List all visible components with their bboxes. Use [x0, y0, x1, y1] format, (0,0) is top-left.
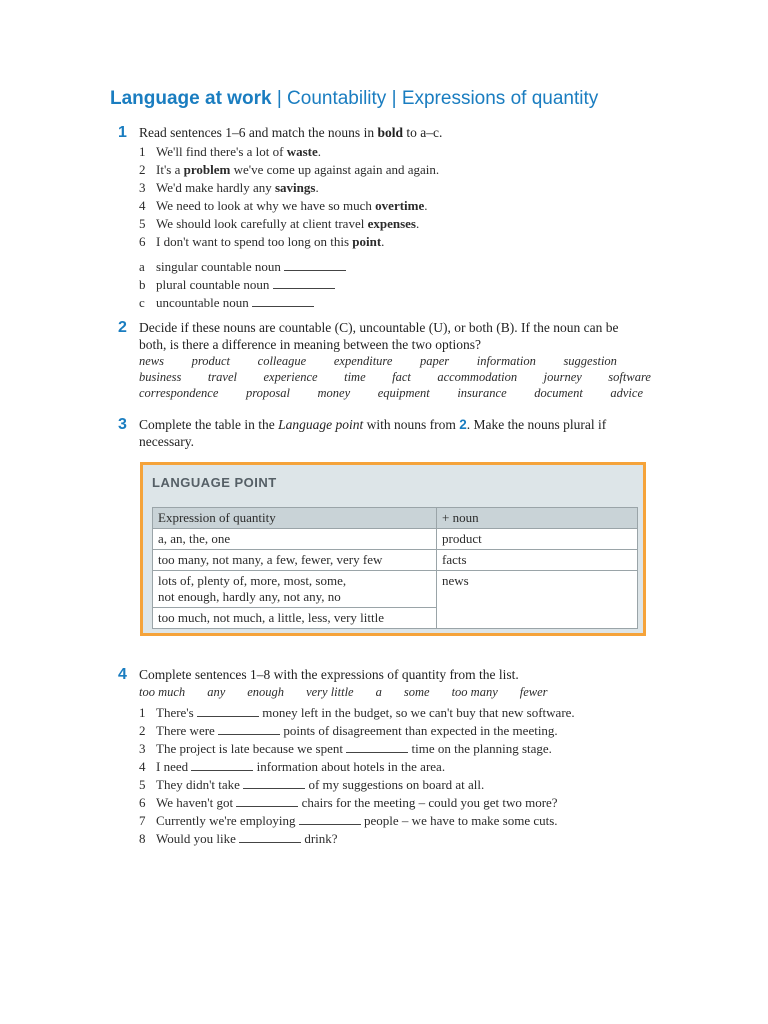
item-number: 2 — [139, 162, 146, 177]
item-text: It's a — [156, 162, 184, 177]
title-part-quantity: Expressions of quantity — [401, 88, 599, 109]
option-letter: b — [139, 277, 146, 292]
word-option: too many — [451, 685, 498, 699]
instruction-text: Complete the table in the — [139, 417, 279, 432]
quantity-table — [152, 507, 638, 629]
item-text: money left in the budget, so we can't buy that new software. — [262, 705, 575, 720]
noun-word: business — [139, 370, 182, 384]
exercise-number: 1 — [118, 124, 127, 141]
item-text: points of disagreement than expected in the meeting. — [283, 723, 558, 738]
item-number: 6 — [139, 795, 146, 810]
table-header-row — [153, 508, 638, 529]
list-item — [139, 776, 658, 794]
table-cell: too much, not much, a little, less, very little — [153, 608, 437, 629]
instruction-italic: Language point — [278, 417, 364, 432]
page-title — [110, 88, 598, 110]
exercise-number: 2 — [118, 319, 127, 336]
item-bold-noun: expenses — [367, 216, 416, 231]
answer-blank[interactable] — [252, 296, 314, 307]
item-number: 1 — [139, 705, 146, 720]
item-text: . — [424, 198, 428, 213]
item-number: 3 — [139, 180, 146, 195]
exercise-number: 3 — [118, 416, 127, 433]
column-header: Expression of quantity — [153, 508, 437, 529]
item-text: We'll find there's a lot of — [156, 144, 287, 159]
exercise-instruction — [139, 124, 658, 141]
item-number: 5 — [139, 216, 146, 231]
list-item — [139, 704, 658, 722]
exercise-instruction — [139, 416, 639, 450]
table-cell[interactable]: news — [437, 571, 638, 629]
noun-word: journey — [543, 370, 582, 384]
cell-line: lots of, plenty of, more, most, some, — [158, 573, 347, 588]
list-item — [139, 179, 658, 197]
table-cell: too many, not many, a few, fewer, very few — [153, 550, 437, 571]
item-number: 6 — [139, 234, 146, 249]
noun-word: equipment — [377, 386, 430, 400]
item-bold-noun: point — [352, 234, 382, 249]
option-text: singular countable noun — [156, 259, 281, 274]
list-item — [139, 197, 658, 215]
item-text: people – we have to make some cuts. — [364, 813, 558, 828]
option-letter: a — [139, 259, 145, 274]
item-text: . — [415, 216, 420, 231]
word-option: enough — [247, 685, 285, 699]
noun-word: advice — [610, 386, 643, 400]
answer-blank[interactable] — [197, 706, 259, 717]
noun-word: insurance — [457, 386, 507, 400]
answer-blank[interactable] — [191, 760, 253, 771]
item-text: Currently we're employing — [156, 813, 296, 828]
item-number: 7 — [139, 813, 146, 828]
column-header: + noun — [437, 508, 638, 529]
item-text: of my suggestions on board at all. — [308, 777, 485, 792]
item-number: 2 — [139, 723, 146, 738]
answer-blank[interactable] — [236, 796, 298, 807]
noun-word: accommodation — [437, 370, 518, 384]
answer-blank[interactable] — [273, 278, 335, 289]
exercise-number: 4 — [118, 666, 127, 683]
instruction-bold: bold — [377, 125, 403, 140]
item-text: The project is late because we spent — [156, 741, 343, 756]
instruction-text: . Make the nouns plural if necessary. — [139, 417, 607, 449]
noun-word: correspondence — [139, 386, 219, 400]
noun-word: travel — [207, 370, 238, 384]
answer-blank[interactable] — [299, 814, 361, 825]
noun-row — [139, 369, 651, 385]
option-text: uncountable noun — [156, 295, 249, 310]
noun-word: information — [476, 354, 536, 368]
answer-blank[interactable] — [239, 832, 301, 843]
item-bold-noun: waste — [286, 144, 318, 159]
noun-word: fact — [392, 370, 411, 384]
item-text: We haven't got — [156, 795, 234, 810]
answer-blank[interactable] — [218, 724, 280, 735]
item-bold-noun: savings — [274, 180, 316, 195]
word-option: some — [403, 685, 430, 699]
instruction-text: with nouns from — [363, 417, 460, 432]
noun-word: document — [534, 386, 583, 400]
item-text: There's — [156, 705, 194, 720]
list-item — [139, 233, 658, 251]
cell-line: not enough, hardly any, not any, no — [158, 589, 341, 604]
list-item — [139, 758, 658, 776]
exercise-instruction: Complete sentences 1–8 with the expressions of quantity from the list. — [139, 667, 519, 682]
word-list — [139, 683, 658, 701]
noun-word: proposal — [245, 386, 290, 400]
list-item — [139, 215, 658, 233]
item-number: 5 — [139, 777, 146, 792]
item-text: We should look carefully at client travel — [156, 216, 368, 231]
option-text: plural countable noun — [156, 277, 270, 292]
item-text: We'd make hardly any — [156, 180, 275, 195]
item-text: They didn't take — [156, 777, 240, 792]
item-number: 3 — [139, 741, 146, 756]
noun-word: product — [191, 354, 231, 368]
list-item — [139, 294, 658, 312]
list-item — [139, 740, 658, 758]
item-text: I need — [156, 759, 189, 774]
item-text: . — [315, 180, 319, 195]
sentence-list — [139, 704, 658, 848]
instruction-text: to a–c. — [402, 125, 443, 140]
item-number: 8 — [139, 831, 146, 846]
title-main: Language at work — [110, 88, 272, 109]
instruction-text: Read sentences 1–6 and match the nouns in — [139, 125, 378, 140]
noun-word: colleague — [257, 354, 307, 368]
answer-blank[interactable] — [243, 778, 305, 789]
list-item — [139, 258, 658, 276]
list-item — [139, 830, 658, 848]
exercise-4 — [118, 666, 658, 848]
list-item — [139, 143, 658, 161]
item-number: 4 — [139, 759, 146, 774]
noun-word: suggestion — [563, 354, 617, 368]
noun-row — [139, 385, 643, 401]
word-option: too much — [139, 685, 186, 699]
exercise-1 — [118, 124, 658, 312]
sentence-list — [139, 143, 658, 251]
answer-blank[interactable] — [284, 260, 346, 271]
item-number: 4 — [139, 198, 146, 213]
word-option: a — [375, 685, 382, 699]
exercise-instruction: Decide if these nouns are countable (C), uncountable (U), or both (B). If the noun can be both, is there a difference in meaning between the two options? — [139, 320, 619, 352]
option-list — [139, 258, 658, 312]
noun-word: experience — [263, 370, 318, 384]
list-item — [139, 161, 658, 179]
title-part-countability: Countability — [287, 88, 387, 109]
language-point-box — [140, 462, 646, 636]
option-letter: c — [139, 295, 145, 310]
item-text: . — [381, 234, 385, 249]
item-text: I don't want to spend too long on this — [156, 234, 353, 249]
exercise-2 — [118, 319, 658, 401]
word-option: fewer — [519, 685, 548, 699]
noun-word: expenditure — [333, 354, 393, 368]
noun-word: paper — [420, 354, 450, 368]
table-row — [153, 529, 638, 550]
item-text: . — [317, 144, 322, 159]
noun-word: money — [317, 386, 351, 400]
table-cell[interactable]: facts — [437, 550, 638, 571]
noun-word: software — [608, 370, 651, 384]
table-cell: a, an, the, one — [153, 529, 437, 550]
noun-word: news — [139, 354, 164, 368]
item-text: chairs for the meeting – could you get two more? — [301, 795, 558, 810]
list-item — [139, 276, 658, 294]
exercise-3 — [118, 416, 658, 450]
list-item — [139, 794, 658, 812]
item-text: There were — [156, 723, 215, 738]
item-text: we've come up against again and again. — [230, 162, 440, 177]
item-text: drink? — [304, 831, 338, 846]
title-separator: | — [276, 88, 282, 109]
table-cell[interactable]: product — [437, 529, 638, 550]
item-number: 1 — [139, 144, 146, 159]
list-item — [139, 812, 658, 830]
table-row — [153, 550, 638, 571]
table-row — [153, 571, 638, 608]
table-cell — [153, 571, 437, 608]
item-text: information about hotels in the area. — [256, 759, 446, 774]
word-option: any — [207, 685, 226, 699]
item-text: time on the planning stage. — [411, 741, 552, 756]
answer-blank[interactable] — [346, 742, 408, 753]
noun-row — [139, 353, 617, 369]
item-text: We need to look at why we have so much — [156, 198, 376, 213]
exercise-reference: 2 — [459, 417, 467, 432]
title-separator: | — [391, 88, 397, 109]
item-bold-noun: overtime — [375, 198, 425, 213]
item-bold-noun: problem — [183, 162, 231, 177]
list-item — [139, 722, 658, 740]
item-text: Would you like — [156, 831, 236, 846]
word-option: very little — [306, 685, 354, 699]
language-point-heading: LANGUAGE POINT — [152, 475, 277, 490]
noun-word: time — [344, 370, 366, 384]
